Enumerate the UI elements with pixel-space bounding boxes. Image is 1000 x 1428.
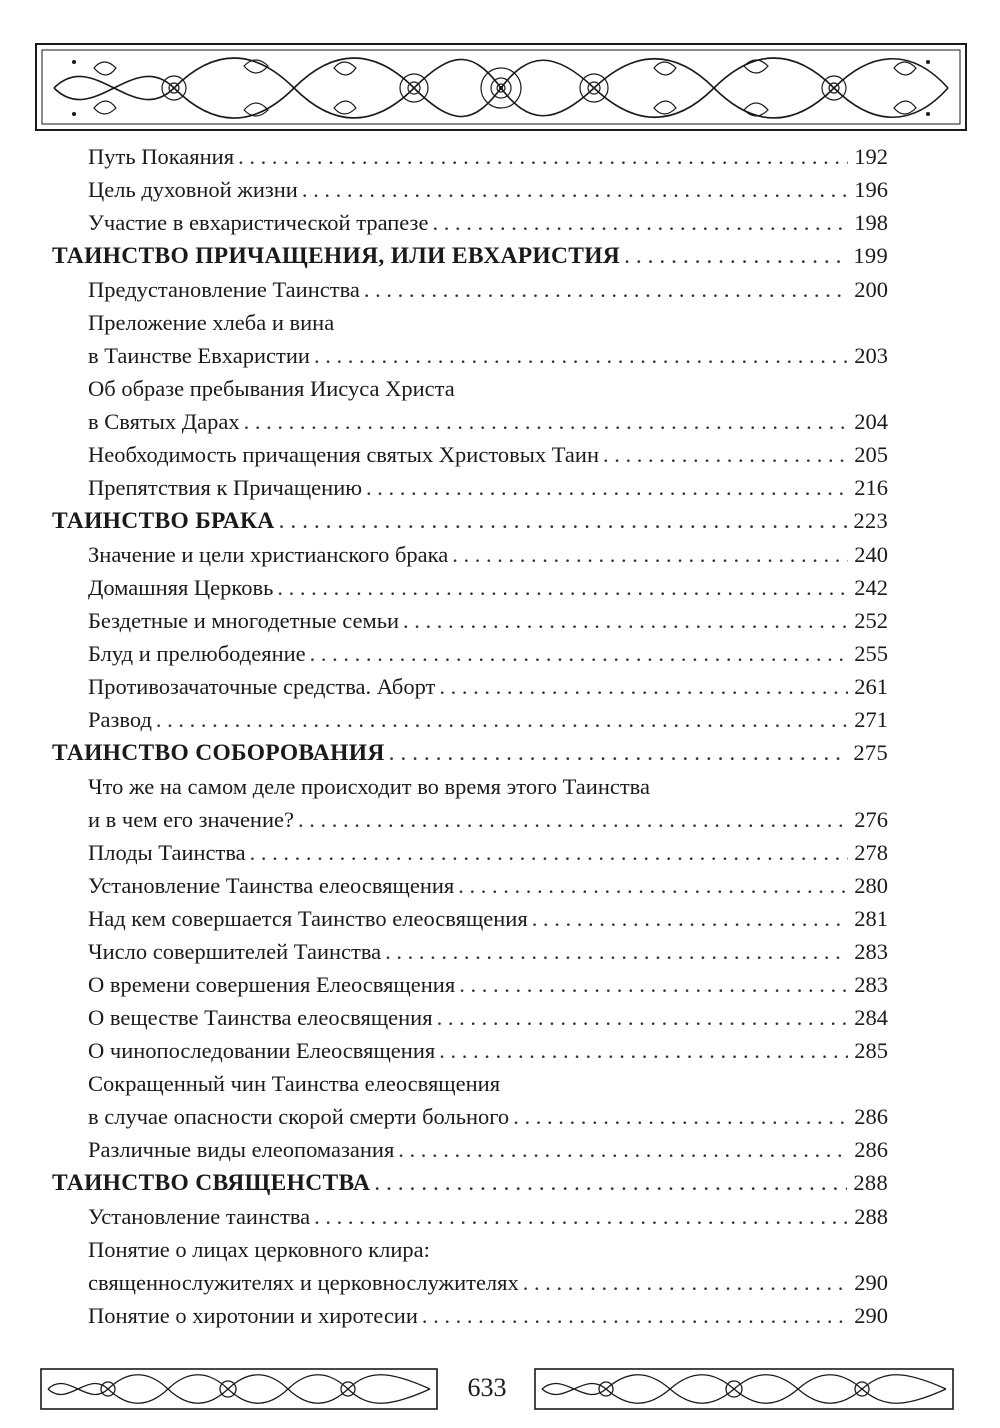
toc-entry <box>52 1001 888 1034</box>
toc-entry-title: Плоды Таинства <box>88 840 246 865</box>
toc-section-title: ТАИНСТВО СОБОРОВАНИЯ <box>52 740 385 766</box>
dot-leader <box>385 935 848 968</box>
toc-entry <box>52 1067 888 1133</box>
toc-page-number: 200 <box>854 277 888 302</box>
toc-entry-title: Препятствия к Причащению <box>88 475 363 500</box>
toc-page-number: 286 <box>854 1137 888 1162</box>
toc-entry <box>52 770 888 836</box>
toc-entry <box>52 206 888 239</box>
toc-section <box>52 239 888 273</box>
dot-leader <box>439 1034 848 1067</box>
toc-page-number: 203 <box>854 343 888 368</box>
toc-page-number: 252 <box>854 608 888 633</box>
toc-entry <box>52 902 888 935</box>
toc-entry-title: в случае опасности скорой смерти больного <box>88 1104 510 1129</box>
dot-leader <box>250 836 849 869</box>
table-of-contents <box>52 140 888 1332</box>
toc-entry-title: священнослужителях и церковнослужителях <box>88 1270 519 1295</box>
toc-page-number: 283 <box>854 972 888 997</box>
toc-section-title: ТАИНСТВО БРАКА <box>52 508 275 534</box>
dot-leader <box>603 438 848 471</box>
dot-leader <box>298 803 848 836</box>
dot-leader <box>513 1100 848 1133</box>
toc-entry <box>52 1034 888 1067</box>
toc-entry-title: Различные виды елеопомазания <box>88 1137 395 1162</box>
dot-leader <box>364 273 848 306</box>
toc-entry-title: Развод <box>88 707 152 732</box>
dot-leader <box>403 604 848 637</box>
toc-entry-title: Значение и цели христианского брака <box>88 542 449 567</box>
toc-entry-title: Над кем совершается Таинство елеосвящения <box>88 906 528 931</box>
toc-section <box>52 504 888 538</box>
toc-entry-title: и в чем его значение? <box>88 807 294 832</box>
toc-entry-title: Установление Таинства елеосвящения <box>88 873 455 898</box>
dot-leader <box>458 869 848 902</box>
toc-page-number: 198 <box>854 210 888 235</box>
toc-section-title: ТАИНСТВО ПРИЧАЩЕНИЯ, ИЛИ ЕВХАРИСТИЯ <box>52 243 621 269</box>
toc-entry <box>52 604 888 637</box>
toc-entry-title: Понятие о хиротонии и хиротесии <box>88 1303 418 1328</box>
toc-entry <box>52 471 888 504</box>
dot-leader <box>279 504 848 538</box>
dot-leader <box>439 670 848 703</box>
toc-entry-title: Цель духовной жизни <box>88 177 298 202</box>
dot-leader <box>532 902 849 935</box>
toc-entry <box>52 935 888 968</box>
dot-leader <box>238 140 848 173</box>
dot-leader <box>314 339 848 372</box>
toc-entry <box>52 372 888 438</box>
toc-entry-title: Противозачаточные средства. Аборт <box>88 674 436 699</box>
toc-entry <box>52 538 888 571</box>
toc-page-number: 275 <box>853 740 888 765</box>
toc-entry-title-line: Понятие о лицах церковного клира: <box>88 1237 430 1262</box>
toc-page-number: 283 <box>854 939 888 964</box>
toc-entry-title: Путь Покаяния <box>88 144 235 169</box>
floral-ornament-header <box>34 38 968 138</box>
toc-page-number: 223 <box>853 508 888 533</box>
toc-section <box>52 1166 888 1200</box>
toc-entry-title: Участие в евхаристической трапезе <box>88 210 429 235</box>
dot-leader <box>277 571 848 604</box>
toc-entry <box>52 1299 888 1332</box>
dot-leader <box>432 206 848 239</box>
toc-entry-title: О веществе Таинства елеосвящения <box>88 1005 433 1030</box>
toc-page-number: 290 <box>854 1270 888 1295</box>
toc-page-number: 199 <box>853 243 888 268</box>
toc-entry-title-line: Преложение хлеба и вина <box>88 310 335 335</box>
dot-leader <box>437 1001 849 1034</box>
toc-entry <box>52 438 888 471</box>
toc-page-number: 204 <box>854 409 888 434</box>
toc-entry <box>52 869 888 902</box>
toc-page-number: 288 <box>854 1204 888 1229</box>
toc-entry-title: Установление таинства <box>88 1204 311 1229</box>
toc-entry-title-line: Что же на самом деле происходит во время этого Таинства <box>88 774 650 799</box>
toc-entry-title: Домашняя Церковь <box>88 575 274 600</box>
toc-page-number: 216 <box>854 475 888 500</box>
toc-page-number: 261 <box>854 674 888 699</box>
toc-entry <box>52 968 888 1001</box>
dot-leader <box>389 736 848 770</box>
dot-leader <box>459 968 848 1001</box>
toc-page-number: 281 <box>854 906 888 931</box>
toc-page-number: 290 <box>854 1303 888 1328</box>
toc-entry-title: Число совершителей Таинства <box>88 939 382 964</box>
dot-leader <box>366 471 848 504</box>
toc-entry-title-line: Об образе пребывания Иисуса Христа <box>88 376 455 401</box>
toc-entry <box>52 836 888 869</box>
dot-leader <box>624 239 847 273</box>
toc-entry-title: Бездетные и многодетные семьи <box>88 608 399 633</box>
dot-leader <box>302 173 848 206</box>
dot-leader <box>452 538 848 571</box>
dot-leader <box>398 1133 848 1166</box>
toc-entry <box>52 1233 888 1299</box>
toc-page-number: 278 <box>854 840 888 865</box>
toc-section <box>52 736 888 770</box>
toc-page-number: 196 <box>854 177 888 202</box>
toc-entry-title: Блуд и прелюбодеяние <box>88 641 306 666</box>
dot-leader <box>523 1266 848 1299</box>
toc-entry <box>52 140 888 173</box>
dot-leader <box>374 1166 847 1200</box>
toc-page-number: 240 <box>854 542 888 567</box>
toc-page-number: 284 <box>854 1005 888 1030</box>
dot-leader <box>314 1200 848 1233</box>
toc-entry-title: в Таинстве Евхаристии <box>88 343 310 368</box>
dot-leader <box>310 637 849 670</box>
toc-entry-title: Необходимость причащения святых Христовых Таин <box>88 442 599 467</box>
toc-entry <box>52 571 888 604</box>
toc-entry-title: О времени совершения Елеосвящения <box>88 972 456 997</box>
toc-entry <box>52 273 888 306</box>
toc-page-number: 192 <box>854 144 888 169</box>
toc-page-number: 205 <box>854 442 888 467</box>
toc-entry-title-line: Сокращенный чин Таинства елеосвящения <box>88 1071 501 1096</box>
toc-entry <box>52 173 888 206</box>
toc-entry-title: Предустановление Таинства <box>88 277 360 302</box>
toc-entry-title: в Святых Дарах <box>88 409 240 434</box>
toc-page-number: 276 <box>854 807 888 832</box>
dot-leader <box>156 703 848 736</box>
toc-page-number: 242 <box>854 575 888 600</box>
toc-entry <box>52 1133 888 1166</box>
toc-entry <box>52 306 888 372</box>
toc-entry <box>52 1200 888 1233</box>
toc-entry <box>52 637 888 670</box>
toc-page-number: 280 <box>854 873 888 898</box>
interlace-ornament-footer-left <box>40 1366 438 1412</box>
toc-page-number: 288 <box>853 1170 888 1195</box>
toc-page-number: 286 <box>854 1104 888 1129</box>
toc-section-title: ТАИНСТВО СВЯЩЕНСТВА <box>52 1170 371 1196</box>
toc-entry-title: О чинопоследовании Елеосвящения <box>88 1038 436 1063</box>
toc-page-number: 255 <box>854 641 888 666</box>
page-number: 633 <box>467 1373 507 1402</box>
toc-page-number: 285 <box>854 1038 888 1063</box>
toc-entry <box>52 670 888 703</box>
dot-leader <box>244 405 849 438</box>
dot-leader <box>422 1299 848 1332</box>
toc-page-number: 271 <box>854 707 888 732</box>
interlace-ornament-footer-right <box>534 1366 954 1412</box>
toc-entry <box>52 703 888 736</box>
